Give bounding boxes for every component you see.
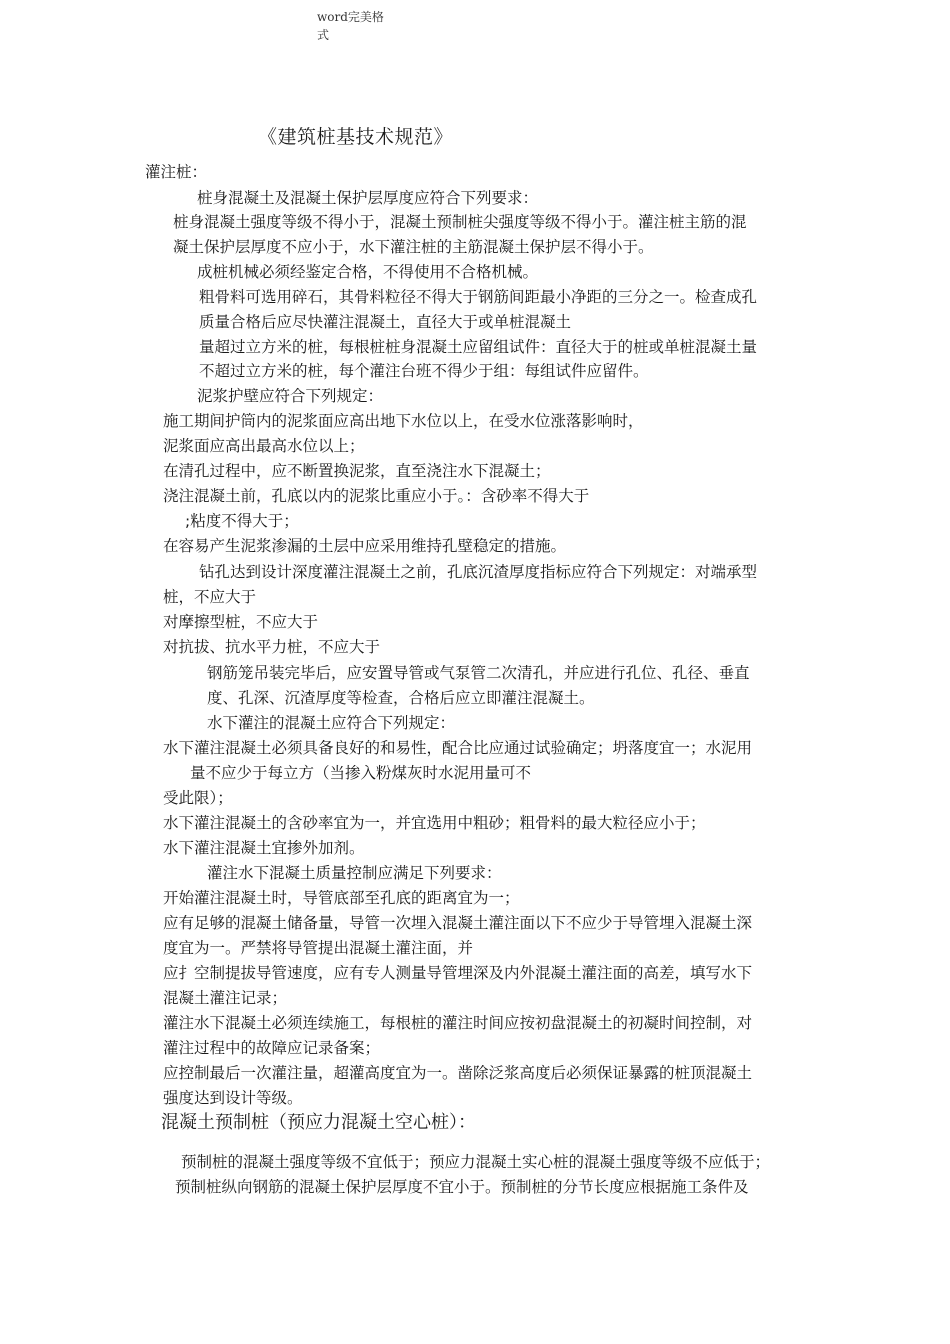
text-line: 对抗拔、抗水平力桩，不应大于 xyxy=(163,638,381,656)
section-heading-precast-pile: 混凝土预制桩（预应力混凝土空心桩）： xyxy=(161,1112,476,1133)
text-line: 量不应少于每立方（当掺入粉煤灰时水泥用量可不 xyxy=(190,764,532,782)
text-line: 在容易产生泥浆渗漏的土层中应采用维持孔壁稳定的措施。 xyxy=(163,537,567,555)
text-line: 应有足够的混凝土储备量，导管一次埋入混凝土灌注面以下不应少于导管埋入混凝土深 xyxy=(163,914,753,932)
text-line: ;粘度不得大于； xyxy=(185,512,299,530)
text-line: 桩身混凝土及混凝土保护层厚度应符合下列要求： xyxy=(197,189,539,207)
page-header xyxy=(317,8,384,44)
text-line: 受此限）； xyxy=(163,789,233,807)
document-title: 《建筑桩基技术规范》 xyxy=(258,126,454,148)
text-line: 量超过立方米的桩，每根桩桩身混凝土应留组试件：直径大于的桩或单桩混凝土量 xyxy=(199,338,758,356)
text-line: 灌注过程中的故障应记录备案； xyxy=(163,1039,381,1057)
text-line: 应扌空制提拔导管速度，应有专人测量导管埋深及内外混凝土灌注面的高差，填写水下 xyxy=(163,964,753,982)
text-line: 灌注水下混凝土必须连续施工，每根桩的灌注时间应按初盘混凝土的初凝时间控制，对 xyxy=(163,1014,753,1032)
text-line: 度、孔深、沉渣厚度等检查，合格后应立即灌注混凝土。 xyxy=(207,689,595,707)
text-line: 桩身混凝土强度等级不得小于，混凝土预制桩尖强度等级不得小于。灌注桩主筋的混 xyxy=(173,213,747,231)
text-line: 水下灌注混凝土的含砂率宜为一，并宜选用中粗砂；粗骨料的最大粒径应小于； xyxy=(163,814,706,832)
text-line: 成桩机械必须经鉴定合格，不得使用不合格机械。 xyxy=(197,263,539,281)
text-line: 预制桩的混凝土强度等级不宜低于；预应力混凝土实心桩的混凝土强度等级不应低于； xyxy=(181,1153,771,1171)
text-line: 度宜为一。严禁将导管提出混凝土灌注面，并 xyxy=(163,939,474,957)
text-line: 水下灌注混凝土必须具备良好的和易性，配合比应通过试验确定；坍落度宜一；水泥用 xyxy=(163,739,753,757)
text-line: 质量合格后应尽快灌注混凝土，直径大于或单桩混凝土 xyxy=(199,313,572,331)
text-line: 钻孔达到设计深度灌注混凝土之前，孔底沉渣厚度指标应符合下列规定：对端承型 xyxy=(199,563,758,581)
text-line: 施工期间护筒内的泥浆面应高出地下水位以上，在受水位涨落影响时， xyxy=(163,412,644,430)
text-line: 水下灌注混凝土宜掺外加剂。 xyxy=(163,839,365,857)
text-line: 在清孔过程中，应不断置换泥浆，直至浇注水下混凝土； xyxy=(163,462,551,480)
text-line: 预制桩纵向钢筋的混凝土保护层厚度不宜小于。预制桩的分节长度应根据施工条件及 xyxy=(175,1178,749,1196)
text-line: 应控制最后一次灌注量，超灌高度宜为一。凿除泛浆高度后必须保证暴露的桩顶混凝土 xyxy=(163,1064,753,1082)
text-line: 浇注混凝土前，孔底以内的泥浆比重应小于。：含砂率不得大于 xyxy=(163,487,590,505)
text-line: 钢筋笼吊装完毕后，应安置导管或气泵管二次清孔，并应进行孔位、孔径、垂直 xyxy=(207,664,750,682)
text-line: 不超过立方米的桩，每个灌注台班不得少于组：每组试件应留件。 xyxy=(199,362,649,380)
text-line: 强度达到设计等级。 xyxy=(163,1089,303,1107)
text-line: 对摩擦型桩，不应大于 xyxy=(163,613,319,631)
text-line: 泥浆面应高出最高水位以上； xyxy=(163,437,365,455)
text-line: 灌注水下混凝土质量控制应满足下列要求： xyxy=(207,864,502,882)
text-line: 水下灌注的混凝土应符合下列规定： xyxy=(207,714,456,732)
text-line: 粗骨料可选用碎石，其骨料粒径不得大于钢筋间距最小净距的三分之一。检查成孔 xyxy=(199,288,758,306)
section-heading-cast-pile: 灌注桩： xyxy=(145,163,208,181)
text-line: 开始灌注混凝土时，导管底部至孔底的距离宜为一； xyxy=(163,889,520,907)
text-line: 混凝土灌注记录； xyxy=(163,989,288,1007)
text-line: 泥浆护壁应符合下列规定： xyxy=(197,387,384,405)
header-line-2: 式 xyxy=(317,28,330,42)
text-line: 桩，不应大于 xyxy=(163,588,257,606)
text-line: 凝土保护层厚度不应小于，水下灌注桩的主筋混凝土保护层不得小于。 xyxy=(173,238,654,256)
header-line-1: word完美格 xyxy=(317,10,384,24)
